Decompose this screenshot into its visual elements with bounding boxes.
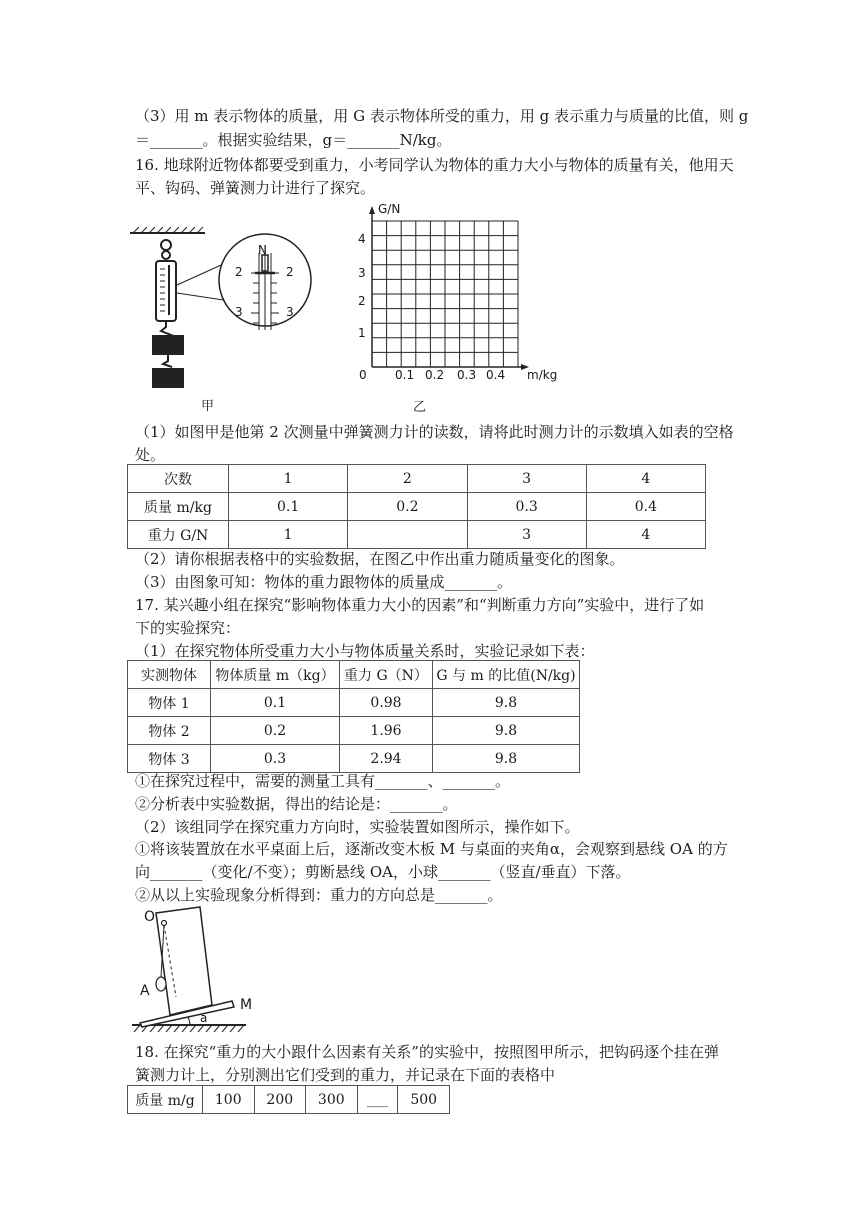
- gauge-tick-3-right: 3: [286, 305, 294, 319]
- table-cell: 3: [467, 521, 586, 549]
- gauge-tick-2-right: 2: [286, 265, 294, 279]
- table-cell: 200: [254, 1086, 306, 1114]
- table-cell: 物体 2: [128, 717, 211, 745]
- label-O: O: [144, 909, 156, 925]
- gravity-direction-figure: [128, 905, 268, 1035]
- q16-intro-line1: 16. 地球附近物体都要受到重力，小考同学认为物体的重力大小与物体的质量有关，他用天: [135, 156, 734, 174]
- table-row: [128, 717, 580, 745]
- table-cell: 质量 m/kg: [128, 493, 229, 521]
- table-header-cell: G 与 m 的比值(N/kg): [433, 661, 580, 689]
- q16-table: [127, 464, 706, 549]
- table-cell: 0.98: [340, 689, 433, 717]
- label-A: A: [140, 983, 150, 999]
- table-cell: 0.3: [211, 745, 340, 773]
- q17-d1-line1: ①将该装置放在水平桌面上后，逐渐改变木板 M 与桌面的夹角α，会观察到悬线 OA 的方: [135, 840, 728, 858]
- q16-intro-line2: 平、钩码、弹簧测力计进行了探究。: [135, 179, 376, 197]
- q17-intro-line1: 17. 某兴趣小组在探究“影响物体重力大小的因素”和“判断重力方向”实验中，进行了如: [135, 596, 705, 614]
- table-cell: 500: [398, 1086, 450, 1114]
- q17-part2: （2）该组同学在探究重力方向时，实验装置如图所示，操作如下。: [135, 818, 580, 836]
- g-m-grid: [355, 200, 570, 420]
- graph-ylabel: G/N: [378, 202, 401, 216]
- table-cell: 0.1: [211, 689, 340, 717]
- graph-xtick-0.1: 0.1: [395, 368, 415, 382]
- table-cell: 重力 G/N: [128, 521, 229, 549]
- table-cell: 次数: [128, 465, 229, 493]
- q16-part2: （2）请你根据表格中的实验数据，在图乙中作出重力随质量变化的图象。: [135, 550, 625, 568]
- table-cell: 1: [229, 465, 348, 493]
- table-cell: 4: [586, 521, 705, 549]
- table-row: [128, 689, 580, 717]
- table-header-cell: 物体质量 m（kg）: [211, 661, 340, 689]
- table-cell: 100: [203, 1086, 255, 1114]
- table-cell: 0.3: [467, 493, 586, 521]
- table-cell: 质量 m/g: [128, 1086, 203, 1114]
- gauge-tick-2-left: 2: [235, 265, 243, 279]
- table-cell: 0.2: [211, 717, 340, 745]
- table-cell: 1: [229, 521, 348, 549]
- table-cell: 4: [586, 465, 705, 493]
- table-cell: 3: [467, 465, 586, 493]
- table-cell: 物体 3: [128, 745, 211, 773]
- table-cell: 2.94: [340, 745, 433, 773]
- table-header-row: [128, 661, 580, 689]
- table-cell: 300: [306, 1086, 358, 1114]
- q17-d2: ②从以上实验现象分析得到：重力的方向总是_______。: [135, 886, 503, 904]
- graph-ytick-4: 4: [358, 232, 366, 246]
- graph-ytick-1: 1: [358, 326, 366, 340]
- table-cell: 0.4: [586, 493, 705, 521]
- graph-xtick-0.4: 0.4: [486, 368, 506, 382]
- graph-xlabel: m/kg: [527, 368, 558, 382]
- graph-xtick-0.2: 0.2: [425, 368, 445, 382]
- spring-scale-figure: [125, 215, 340, 415]
- table-row: [128, 493, 706, 521]
- graph-origin: 0: [359, 368, 367, 382]
- table-row: [128, 521, 706, 549]
- q15-part3-line2: ＝_______。根据实验结果，g＝_______N/kg。: [135, 131, 452, 149]
- table-cell: 2: [348, 465, 467, 493]
- q17-part1: （1）在探究物体所受重力大小与物体质量关系时，实验记录如下表：: [135, 642, 595, 660]
- q17-c2: ②分析表中实验数据，得出的结论是：_______。: [135, 795, 458, 813]
- label-alpha: a: [200, 1011, 208, 1025]
- graph-ytick-3: 3: [358, 266, 366, 280]
- q17-c1: ①在探究过程中，需要的测量工具有_______、_______。: [135, 772, 511, 790]
- figure-yi-label: 乙: [413, 400, 427, 415]
- q18-intro-line1: 18. 在探究“重力的大小跟什么因素有关系”的实验中，按照图甲所示，把钩码逐个挂在弹: [135, 1043, 719, 1061]
- graph-ytick-2: 2: [358, 294, 366, 308]
- table-cell: 9.8: [433, 689, 580, 717]
- table-cell-blank: [348, 521, 467, 549]
- figure-jia-label: 甲: [201, 399, 215, 414]
- q16-part1-line1: （1）如图甲是他第 2 次测量中弹簧测力计的读数，请将此时测力计的示数填入如表的空格: [135, 423, 734, 441]
- g-m-graph: [355, 200, 570, 420]
- q17-table: [127, 660, 580, 773]
- q18-table: [127, 1085, 450, 1114]
- q17-intro-line2: 下的实验探究：: [135, 619, 241, 637]
- gauge-unit-label: N: [258, 243, 267, 257]
- table-cell-blank: ___: [357, 1086, 398, 1114]
- table-row: [128, 1086, 450, 1114]
- label-M: M: [240, 997, 253, 1013]
- q15-part3-line1: （3）用 m 表示物体的质量，用 G 表示物体所受的重力，用 g 表示重力与质量的比值，则 g: [135, 107, 749, 125]
- table-header-cell: 重力 G（N）: [340, 661, 433, 689]
- table-cell: 9.8: [433, 745, 580, 773]
- table-cell: 0.2: [348, 493, 467, 521]
- table-row: [128, 465, 706, 493]
- q18-intro-line2: 簧测力计上，分别测出它们受到的重力，并记录在下面的表格中: [135, 1066, 556, 1084]
- q17-d1-line2: 向_______（变化/不变）；剪断悬线 OA，小球_______（竖直/垂直）下落。: [135, 863, 631, 881]
- table-cell: 1.96: [340, 717, 433, 745]
- table-row: [128, 745, 580, 773]
- gauge-tick-3-left: 3: [235, 305, 243, 319]
- graph-xtick-0.3: 0.3: [457, 368, 477, 382]
- table-cell: 9.8: [433, 717, 580, 745]
- table-header-cell: 实测物体: [128, 661, 211, 689]
- spring-scale-drawing: [125, 215, 340, 415]
- q16-part3: （3）由图象可知：物体的重力跟物体的质量成_______。: [135, 573, 513, 591]
- table-cell: 物体 1: [128, 689, 211, 717]
- table-cell: 0.1: [229, 493, 348, 521]
- q16-part1-line2: 处。: [135, 446, 166, 464]
